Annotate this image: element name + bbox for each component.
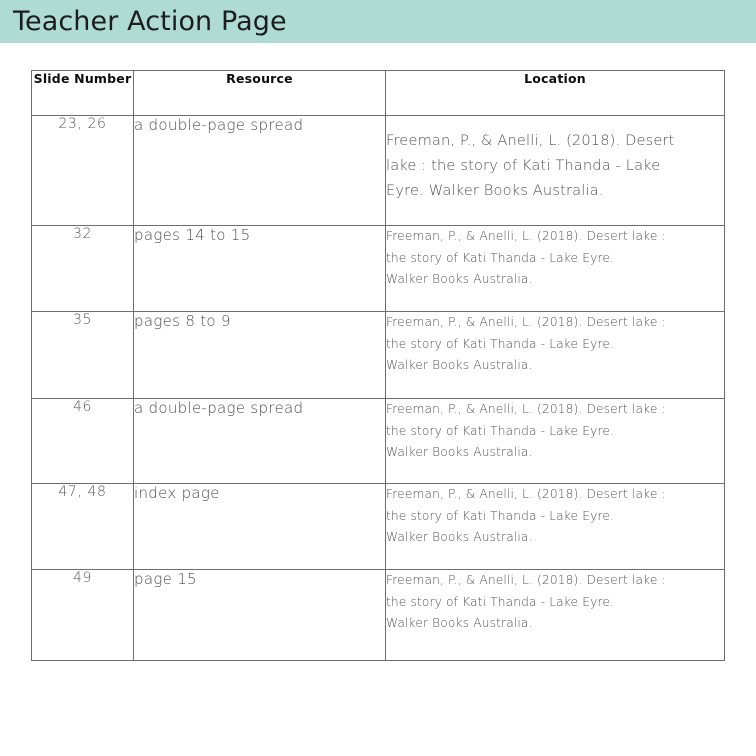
cell-location <box>386 226 725 312</box>
citation-line: the story of Kati Thanda - Lake Eyre. <box>386 250 615 265</box>
citation-line: Freeman, P., & Anelli, L. (2018). Desert <box>386 132 675 149</box>
table-row <box>32 116 725 226</box>
cell-location <box>386 116 725 226</box>
teacher-action-table-container <box>31 70 724 661</box>
citation-line: Freeman, P., & Anelli, L. (2018). Desert lake : <box>386 229 666 243</box>
teacher-action-table <box>31 70 725 661</box>
table-row <box>32 312 725 399</box>
column-header-resource: Resource <box>134 71 386 116</box>
column-header-slide-number: Slide Number <box>32 71 134 116</box>
table-header-row <box>32 71 725 116</box>
cell-slide-number: 49 <box>32 570 134 661</box>
citation-line: Walker Books Australia. <box>386 445 533 460</box>
cell-location <box>386 312 725 399</box>
page-title: Teacher Action Page <box>13 6 287 37</box>
cell-slide-number: 23, 26 <box>32 116 134 226</box>
column-header-location: Location <box>386 71 725 116</box>
citation-line: Walker Books Australia. <box>386 358 533 373</box>
citation-line: Walker Books Australia. <box>386 530 533 545</box>
cell-slide-number: 32 <box>32 226 134 312</box>
table-row <box>32 226 725 312</box>
cell-resource: index page <box>134 484 386 570</box>
citation-line: Walker Books Australia. <box>386 272 533 287</box>
cell-resource: a double-page spread <box>134 399 386 484</box>
cell-location <box>386 484 725 570</box>
citation-line: the story of Kati Thanda - Lake Eyre. <box>386 423 615 438</box>
table-header <box>32 71 725 116</box>
cell-resource: pages 14 to 15 <box>134 226 386 312</box>
citation-line: lake : the story of Kati Thanda - Lake <box>386 157 661 175</box>
citation-line: Freeman, P., & Anelli, L. (2018). Desert lake : <box>386 315 666 329</box>
cell-location <box>386 399 725 484</box>
cell-location <box>386 570 725 661</box>
citation-line: the story of Kati Thanda - Lake Eyre. <box>386 594 615 609</box>
citation-line: Eyre. Walker Books Australia. <box>386 182 604 200</box>
page-title-banner <box>0 0 756 43</box>
table-row <box>32 484 725 570</box>
cell-resource: page 15 <box>134 570 386 661</box>
table-row <box>32 399 725 484</box>
cell-slide-number: 35 <box>32 312 134 399</box>
cell-resource: pages 8 to 9 <box>134 312 386 399</box>
table-body <box>32 116 725 661</box>
citation-line: Freeman, P., & Anelli, L. (2018). Desert lake : <box>386 402 666 416</box>
cell-slide-number: 46 <box>32 399 134 484</box>
cell-resource: a double-page spread <box>134 116 386 226</box>
citation-line: the story of Kati Thanda - Lake Eyre. <box>386 508 615 523</box>
citation-line: Walker Books Australia. <box>386 616 533 631</box>
citation-line: the story of Kati Thanda - Lake Eyre. <box>386 336 615 351</box>
citation-line: Freeman, P., & Anelli, L. (2018). Desert lake : <box>386 573 666 587</box>
table-row <box>32 570 725 661</box>
citation-line: Freeman, P., & Anelli, L. (2018). Desert lake : <box>386 487 666 501</box>
cell-slide-number: 47, 48 <box>32 484 134 570</box>
